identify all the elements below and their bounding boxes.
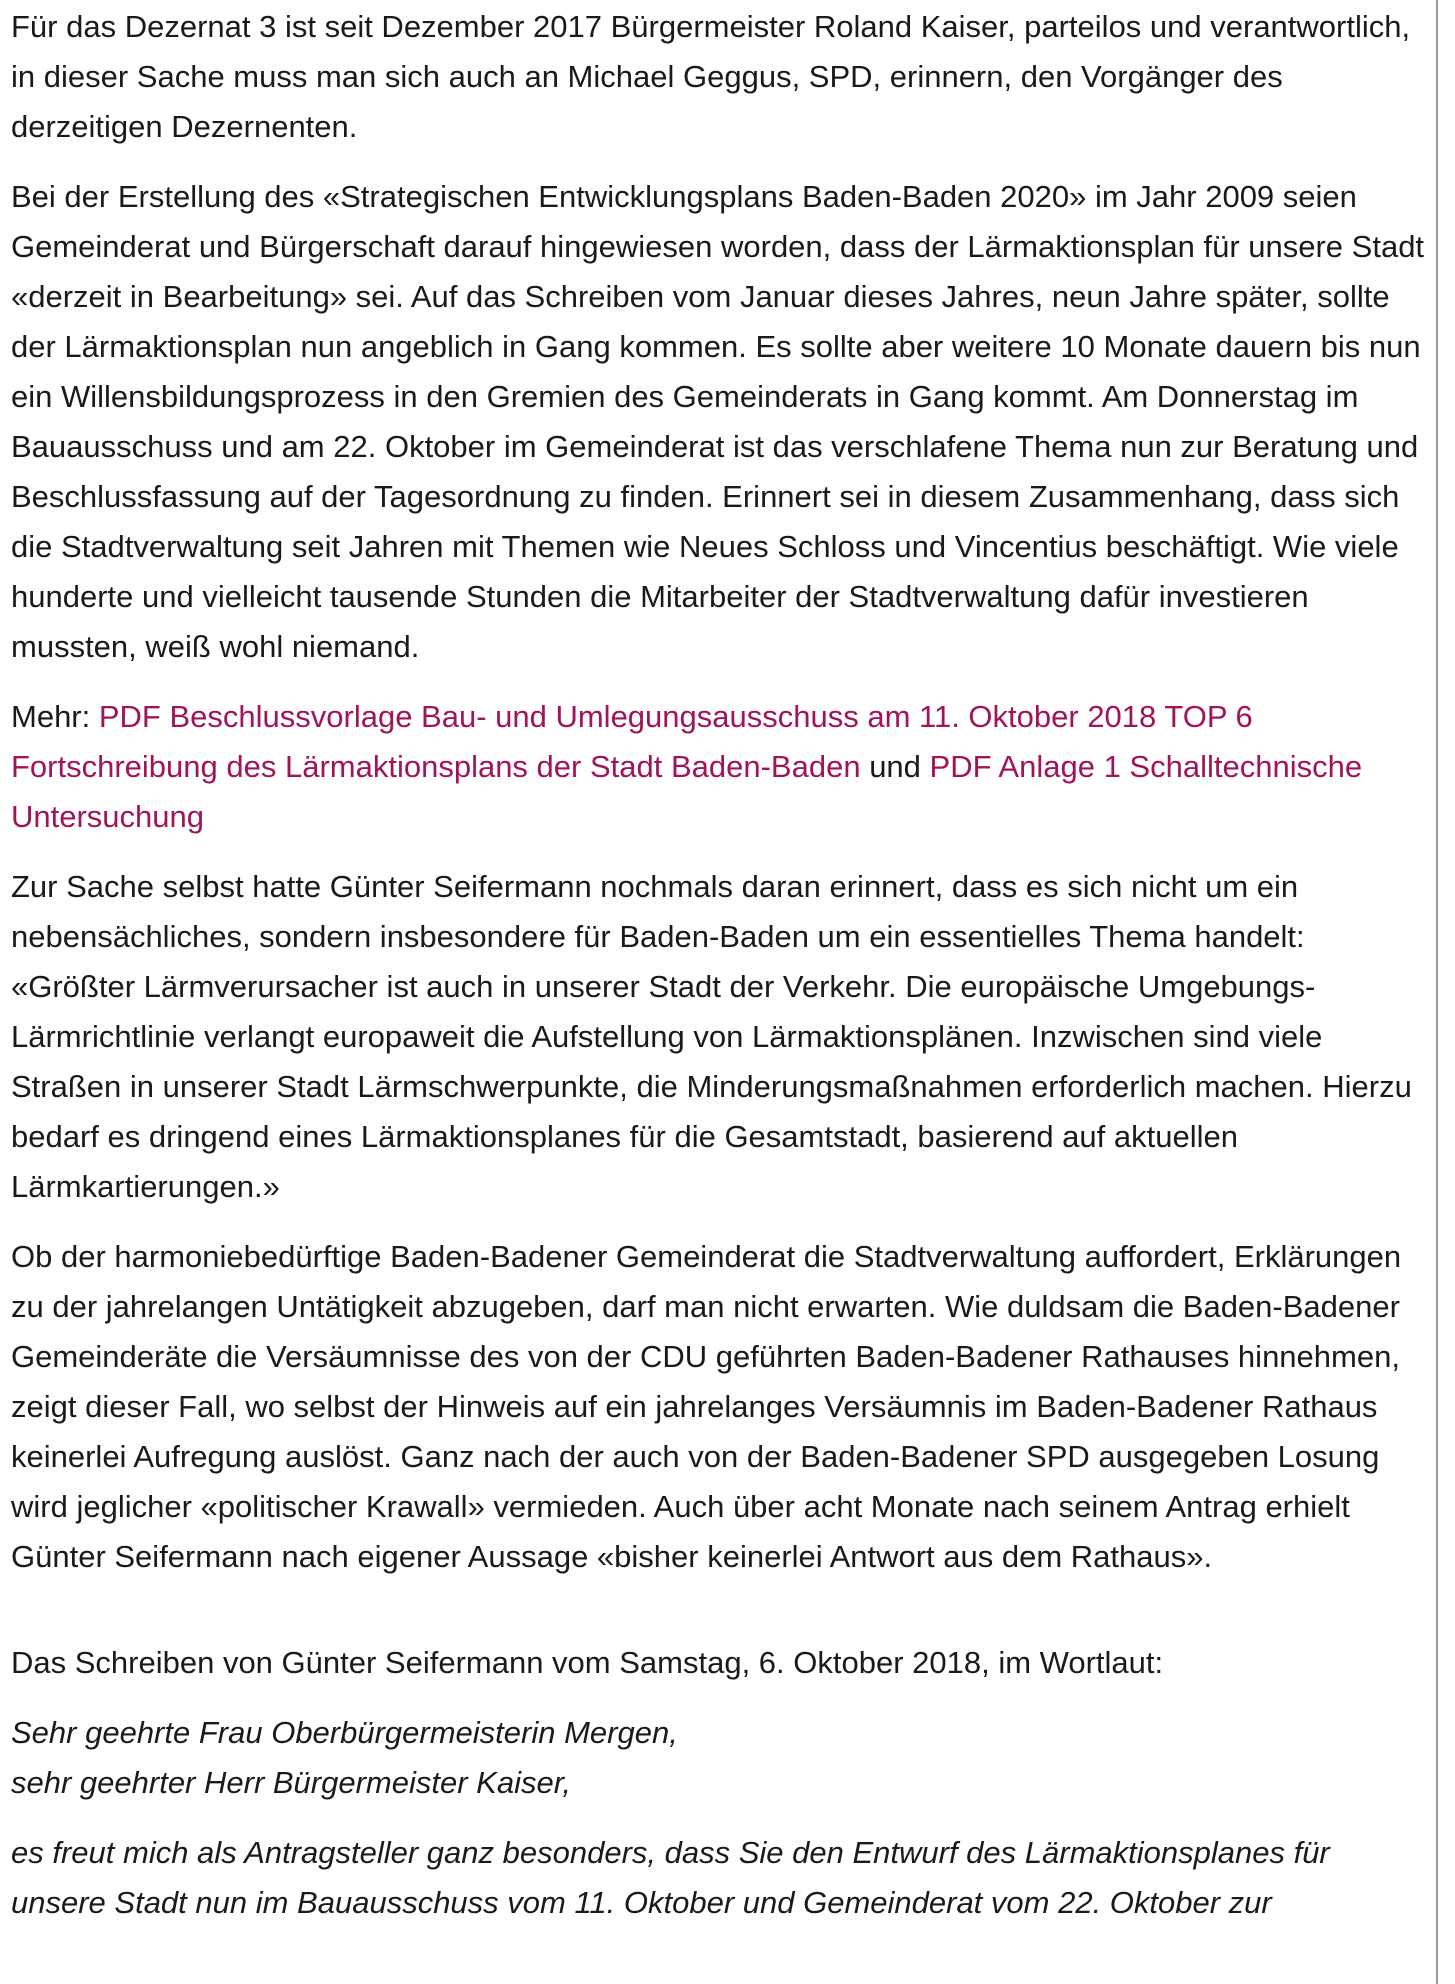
letter-body: es freut mich als Antragsteller ganz besonders, dass Sie den Entwurf des Lärmaktionsplanes für unsere Stadt nun im Bauausschuss vom 11. Oktober und Gemeinderat vom 22. Oktober zur — [11, 1835, 1330, 1920]
paragraph-schreiben-intro: Das Schreiben von Günter Seifermann vom Samstag, 6. Oktober 2018, im Wortlaut: — [11, 1645, 1164, 1680]
paragraph-dezernat: Für das Dezernat 3 ist seit Dezember 2017 Bürgermeister Roland Kaiser, parteilos und verantwortlich, in dieser Sache muss man sich auch an Michael Geggus, SPD, erinnern, den Vorgänger des derzeitigen Dezernenten. — [11, 9, 1411, 144]
article-body — [11, 2, 1431, 1928]
more-prefix: Mehr: — [11, 699, 99, 734]
paragraph-gemeinderat: Ob der harmoniebedürftige Baden-Badener Gemeinderat die Stadtverwaltung auffordert, Erklärungen zu der jahrelangen Untätigkeit abzugeben, darf man nicht erwarten. Wie duldsam die Baden-Badener Gemeinderäte die Versäumnisse des von der CDU geführten Baden-Badener Rathauses hinnehmen, zeigt dieser Fall, wo selbst der Hinweis auf ein jahrelanges Versäumnis im Baden-Badener Rathaus keinerlei Aufregung auslöst. Ganz nach der auch von der Baden-Badener SPD ausgegeben Losung wird jeglicher «politischer Krawall» vermieden. Auch über acht Monate nach seinem Antrag erhielt Günter Seifermann nach eigener Aussage «bisher keinerlei Antwort aus dem Rathaus». — [11, 1239, 1402, 1574]
pdf-anlage-link[interactable]: PDF Anlage 1 Schalltechnische Untersuchung — [11, 749, 1363, 834]
more-links — [11, 692, 1431, 842]
more-between: und — [860, 749, 930, 784]
pdf-beschlussvorlage-link[interactable]: PDF Beschlussvorlage Bau- und Umlegungsausschuss am 11. Oktober 2018 TOP 6 Fortschreibung des Lärmaktionsplans der Stadt Baden-Baden — [11, 699, 1253, 784]
letter-salutation — [11, 1708, 1431, 1808]
salutation-line-1: Sehr geehrte Frau Oberbürgermeisterin Mergen, — [11, 1715, 678, 1750]
salutation-line-2: sehr geehrter Herr Bürgermeister Kaiser, — [11, 1765, 571, 1800]
paragraph-entwicklungsplan: Bei der Erstellung des «Strategischen Entwicklungsplans Baden-Baden 2020» im Jahr 2009 seien Gemeinderat und Bürgerschaft darauf hingewiesen worden, dass der Lärmaktionsplan für unsere Stadt «derzeit in Bearbeitung» sei. Auf das Schreiben vom Januar dieses Jahres, neun Jahre später, sollte der Lärmaktionsplan nun angeblich in Gang kommen. Es sollte aber weitere 10 Monate dauern bis nun ein Willensbildungsprozess in den Gremien des Gemeinderats in Gang kommt. Am Donnerstag im Bauausschuss und am 22. Oktober im Gemeinderat ist das verschlafene Thema nun zur Beratung und Beschlussfassung auf der Tagesordnung zu finden. Erinnert sei in diesem Zusammenhang, dass sich die Stadtverwaltung seit Jahren mit Themen wie Neues Schloss und Vincentius beschäftigt. Wie viele hunderte und vielleicht tausende Stunden die Mitarbeiter der Stadtverwaltung dafür investieren mussten, weiß wohl niemand. — [11, 179, 1425, 664]
paragraph-zur-sache: Zur Sache selbst hatte Günter Seifermann nochmals daran erinnert, dass es sich nicht um ein nebensächliches, sondern insbesondere für Baden-Baden um ein essentielles Thema handelt: «Größter Lärmverursacher ist auch in unserer Stadt der Verkehr. Die europäische Umgebungs-Lärmrichtlinie verlangt europaweit die Aufstellung von Lärmaktionsplänen. Inzwischen sind viele Straßen in unserer Stadt Lärmschwerpunkte, die Minderungsmaßnahmen erforderlich machen. Hierzu bedarf es dringend eines Lärmaktionsplanes für die Gesamtstadt, basierend auf aktuellen Lärmkartierungen.» — [11, 869, 1412, 1204]
